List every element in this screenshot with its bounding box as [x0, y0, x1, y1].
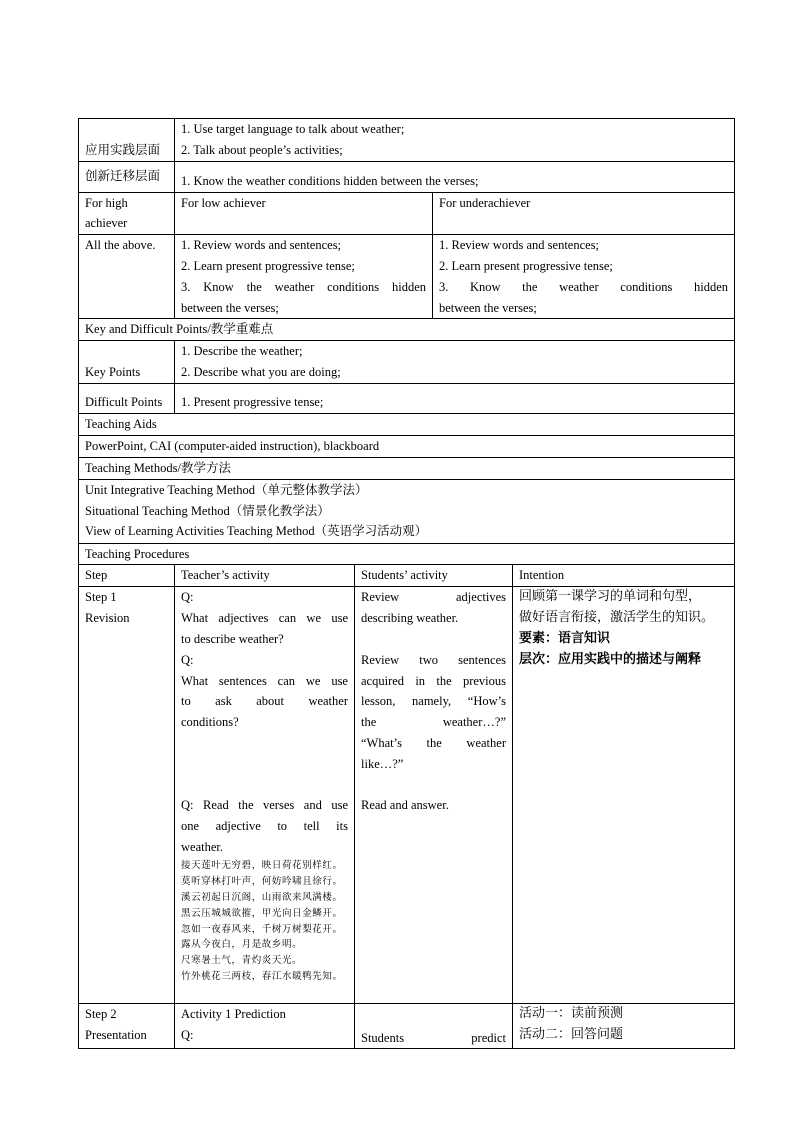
low-achiever-header: For low achiever	[175, 192, 433, 235]
practice-row	[79, 119, 735, 162]
transfer-item: 1. Know the weather conditions hidden between the verses;	[175, 161, 735, 192]
under-item: 3. Know the weather conditions hidden	[439, 279, 728, 294]
practice-items	[175, 119, 735, 162]
key-difficult-heading-row	[79, 319, 735, 341]
difficult-points-row	[79, 384, 735, 414]
step1-teacher	[175, 587, 355, 1004]
q1-label: Q:	[181, 590, 194, 605]
step2-teacher	[175, 1004, 355, 1049]
a2-line: “What’s the weather	[361, 735, 506, 750]
high-achiever-header: For high achiever	[79, 192, 175, 235]
transfer-label: 创新迁移层面	[79, 161, 175, 192]
step1-students	[355, 587, 513, 1004]
q3-line: Q: Read the verses and use	[181, 797, 348, 812]
q2-line: conditions?	[181, 715, 239, 730]
verse-line: 黑云压城城欲摧，甲光向日金鳞开。	[181, 907, 343, 919]
lesson-plan-page	[78, 118, 734, 1049]
step1-name: Revision	[85, 611, 130, 626]
step2-teacher-line: Q:	[181, 1028, 194, 1043]
difficult-points-label: Difficult Points	[79, 384, 175, 414]
q2-line: to ask about weather	[181, 694, 348, 709]
practice-item: 1. Use target language to talk about weather;	[181, 122, 405, 136]
step2-label	[79, 1004, 175, 1049]
verse-line: 露从今夜白，月是故乡明。	[181, 939, 303, 951]
key-points-row	[79, 341, 735, 384]
key-points-items	[175, 341, 735, 384]
levels-header-row	[79, 192, 735, 235]
low-item: 1. Review words and sentences;	[181, 238, 342, 253]
method-item: View of Learning Activities Teaching Method（英语学习活动观）	[85, 524, 428, 539]
intention-level: 层次：应用实践中的描述与阐释	[519, 651, 702, 667]
step2-intention-line: 活动一：读前预测	[519, 1006, 624, 1022]
students-spacer	[361, 775, 506, 796]
teacher-column-header: Teacher’s activity	[175, 565, 355, 587]
procedures-column-headers	[79, 565, 735, 587]
key-points-label: Key Points	[79, 341, 175, 384]
teacher-spacer	[181, 733, 348, 795]
methods-heading: Teaching Methods/教学方法	[79, 457, 735, 479]
levels-content-row	[79, 235, 735, 319]
q1-line: to describe weather?	[181, 631, 284, 646]
underachiever-header: For underachiever	[433, 192, 735, 235]
intention-element: 要素：语言知识	[519, 630, 611, 646]
a1-line: describing weather.	[361, 611, 459, 626]
step2-students	[355, 1004, 513, 1049]
intention-line: 回顾第一课学习的单词和句型，	[519, 589, 702, 605]
students-column-header: Students’ activity	[355, 565, 513, 587]
aids-heading: Teaching Aids	[79, 414, 735, 436]
lesson-plan-table	[78, 118, 735, 565]
step1-intention	[513, 587, 735, 1004]
method-item: Unit Integrative Teaching Method（单元整体教学法）	[85, 482, 368, 497]
step2-number: Step 2	[85, 1007, 117, 1022]
methods-content	[79, 479, 735, 543]
low-item: between the verses;	[181, 300, 279, 315]
q2-line: What sentences can we use	[181, 673, 348, 688]
q3-line: weather.	[181, 839, 223, 854]
a3-line: Read and answer.	[361, 798, 449, 813]
underachiever-content	[433, 235, 735, 319]
low-achiever-content	[175, 235, 433, 319]
step2-intention-line: 活动二：回答问题	[519, 1027, 624, 1043]
step2-students-line: Students predict	[361, 1030, 506, 1045]
intention-line: 做好语言衔接，激活学生的知识。	[519, 610, 715, 626]
aids-heading-row	[79, 414, 735, 436]
step2-intention	[513, 1004, 735, 1049]
a2-line: lesson, namely, “How’s	[361, 694, 506, 709]
aids-content: PowerPoint, CAI (computer-aided instruction), blackboard	[79, 435, 735, 457]
methods-heading-row	[79, 457, 735, 479]
verse-line: 竹外桃花三两枝，春江水暖鸭先知。	[181, 970, 343, 982]
key-difficult-heading: Key and Difficult Points/教学重难点	[79, 319, 735, 341]
a2-line: like…?”	[361, 756, 404, 771]
method-item: Situational Teaching Method（情景化教学法）	[85, 503, 330, 518]
under-item: 2. Learn present progressive tense;	[439, 258, 613, 273]
low-item: 2. Learn present progressive tense;	[181, 258, 355, 273]
a1-line: Review adjectives	[361, 590, 506, 605]
verse-line: 莫听穿林打叶声，何妨吟啸且徐行。	[181, 876, 343, 888]
step1-number: Step 1	[85, 590, 117, 605]
verse-line: 溪云初起日沉阁，山雨欲来风满楼。	[181, 891, 343, 903]
verse-line: 忽如一夜春风来，千树万树梨花开。	[181, 923, 343, 935]
methods-content-row	[79, 479, 735, 543]
a2-line: the weather…?”	[361, 715, 506, 730]
verse-line: 尺寒暑土气，青灼炎天光。	[181, 955, 303, 967]
procedures-table	[78, 564, 735, 1049]
a2-line: acquired in the previous	[361, 673, 506, 688]
q3-line: one adjective to tell its	[181, 818, 348, 833]
verses-block	[181, 858, 348, 984]
high-achiever-content: All the above.	[79, 235, 175, 319]
step2-teacher-line: Activity 1 Prediction	[181, 1007, 286, 1022]
a2-line: Review two sentences	[361, 652, 506, 667]
key-point-item: 1. Describe the weather;	[181, 344, 303, 359]
under-item: 1. Review words and sentences;	[439, 238, 600, 253]
step-column-header: Step	[79, 565, 175, 587]
students-spacer	[361, 629, 506, 650]
under-item: between the verses;	[439, 300, 537, 315]
intention-column-header: Intention	[513, 565, 735, 587]
difficult-point-item: 1. Present progressive tense;	[175, 384, 735, 414]
procedures-heading-row	[79, 543, 735, 565]
step2-row	[79, 1004, 735, 1049]
step1-label	[79, 587, 175, 1004]
low-item: 3. Know the weather conditions hidden	[181, 279, 426, 294]
q2-label: Q:	[181, 652, 194, 667]
practice-label: 应用实践层面	[79, 119, 175, 162]
step1-row	[79, 587, 735, 1004]
step2-name: Presentation	[85, 1028, 147, 1043]
procedures-heading: Teaching Procedures	[79, 543, 735, 565]
aids-content-row	[79, 435, 735, 457]
q1-line: What adjectives can we use	[181, 611, 348, 626]
transfer-row	[79, 161, 735, 192]
key-point-item: 2. Describe what you are doing;	[181, 364, 341, 379]
practice-item: 2. Talk about people’s activities;	[181, 142, 343, 157]
verse-line: 接天莲叶无穷碧，映日荷花别样红。	[181, 860, 343, 872]
